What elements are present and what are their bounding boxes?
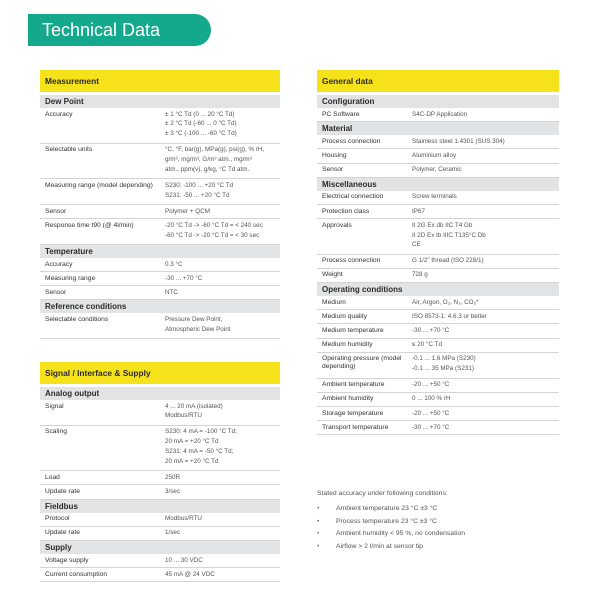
spec-label: Measuring range (model depending)	[45, 181, 153, 189]
spec-value	[165, 428, 280, 467]
spec-value-line: -20 °C Td -> -60 °C Td = < 240 sec	[165, 221, 263, 229]
subsection-heading: Temperature	[40, 245, 280, 258]
spec-value	[412, 271, 559, 279]
spec-value	[412, 395, 559, 403]
spec-row	[317, 269, 559, 283]
spec-value	[412, 208, 559, 216]
spec-value	[165, 571, 280, 579]
spec-group	[317, 283, 559, 435]
spec-row	[40, 313, 280, 339]
spec-value-line: S231: -50 ... +20 °C Td	[165, 191, 230, 199]
spec-value-line: 0.3 °C	[165, 260, 183, 268]
spec-row	[317, 191, 559, 205]
spec-value	[412, 410, 559, 418]
spec-value-line: -30 ... +70 °C	[412, 423, 450, 431]
spec-row	[317, 421, 559, 435]
spec-group	[317, 178, 559, 283]
spec-value	[412, 355, 559, 375]
spec-value-line: °C, °F, bar(g), MPa(g), psi(g), % rH,	[165, 146, 265, 154]
spec-value-line: Aluminium alloy	[412, 151, 457, 159]
spec-value	[412, 299, 559, 307]
spec-label: Operating pressure (model depending)	[322, 355, 402, 371]
spec-label: Selectable units	[45, 146, 93, 154]
spec-value	[165, 488, 280, 496]
spec-row	[317, 339, 559, 353]
spec-label: Approvals	[322, 221, 352, 229]
spec-value-line: Polymer, Ceramic	[412, 166, 462, 174]
spec-row	[40, 258, 280, 272]
spec-value-line: II 2D Ex tb IIIC T135°C Db	[412, 231, 486, 239]
spec-label: Ambient humidity	[322, 395, 374, 403]
spec-value-line: 250R	[165, 473, 181, 481]
spec-label: Measuring range	[45, 274, 96, 282]
spec-value-line: 3/sec	[165, 487, 181, 495]
spec-value-line: Polymer + QCM	[165, 207, 210, 215]
spec-value	[412, 381, 559, 389]
page-title: Technical Data	[28, 14, 211, 46]
spec-row	[317, 296, 559, 310]
spec-value	[165, 289, 280, 297]
spec-row	[40, 400, 280, 426]
spec-value	[412, 341, 559, 349]
spec-row	[40, 219, 280, 245]
spec-value	[412, 327, 559, 335]
spec-value-line: 20 mA = +20 °C Td	[165, 438, 219, 446]
note-item: • Ambient temperature 23 °C ±3 °C	[317, 503, 567, 516]
spec-value-line: 1/sec	[165, 529, 181, 537]
spec-group	[317, 95, 559, 122]
spec-label: Protocol	[45, 515, 70, 523]
spec-label: Voltage supply	[45, 556, 89, 564]
spec-value-line: Air, Argon, O₂, N₂, CO₂*	[412, 298, 479, 306]
spec-label: Signal	[45, 402, 64, 410]
spec-value-line: -20 ... +50 °C	[412, 409, 450, 417]
general-section	[317, 70, 559, 435]
spec-label: Accuracy	[45, 260, 73, 268]
spec-row	[40, 179, 280, 205]
spec-label: Medium quality	[322, 312, 367, 320]
spec-row	[317, 255, 559, 269]
spec-row	[317, 164, 559, 178]
spec-label: Medium humidity	[322, 341, 373, 349]
spec-group	[40, 300, 280, 339]
subsection-heading: Supply	[40, 541, 280, 554]
spec-label: Sensor	[322, 166, 344, 174]
spec-row	[40, 513, 280, 527]
spec-value-line: G 1/2" thread (ISO 228/1)	[412, 257, 484, 265]
spec-row	[40, 568, 280, 582]
spec-value	[165, 222, 280, 242]
spec-value-line: -30 ... +70 °C	[412, 327, 450, 335]
spec-value	[412, 313, 559, 321]
spec-label: Sensor	[45, 207, 67, 215]
spec-value	[165, 474, 280, 482]
spec-row	[317, 108, 559, 122]
spec-label: Sensor	[45, 288, 67, 296]
spec-value	[412, 222, 559, 251]
subsection-heading: Fieldbus	[40, 500, 280, 513]
spec-value-line: Pressure Dew Point,	[165, 316, 223, 324]
spec-value-line: S4C-DP Application	[412, 110, 468, 118]
spec-value-line: ≤ 20 °C Td	[412, 341, 443, 349]
spec-value-line: g/m³, mg/m³, G/m³ atm., mg/m³	[165, 155, 252, 163]
spec-group	[317, 122, 559, 178]
note-item: • Airflow > 2 l/min at sensor tip	[317, 541, 567, 554]
spec-row	[317, 324, 559, 338]
spec-value	[165, 261, 280, 269]
spec-group	[40, 387, 280, 500]
spec-value-line: -20 ... +50 °C	[412, 381, 450, 389]
spec-label: Medium	[322, 298, 346, 306]
spec-value-line: atm., ppm(v), g/kg, °C Td atm.	[165, 165, 250, 173]
spec-label: Selectable conditions	[45, 316, 109, 324]
spec-row	[317, 219, 559, 255]
spec-value-line: 10 ... 30 VDC	[165, 556, 203, 564]
section-header-general: General data	[317, 70, 559, 92]
spec-value	[165, 208, 280, 216]
spec-row	[40, 554, 280, 568]
notes-list	[317, 503, 567, 553]
spec-label: Protection class	[322, 207, 370, 215]
subsection-heading: Material	[317, 122, 559, 135]
spec-value-line: ± 1 °C Td (0 ... 20 °C Td)	[165, 110, 235, 118]
spec-value-line: S230: 4 mA = -100 °C Td;	[165, 428, 237, 436]
spec-value	[165, 515, 280, 523]
spec-label: Transport temperature	[322, 423, 389, 431]
spec-label: Electrical connection	[322, 193, 384, 201]
spec-row	[40, 144, 280, 180]
general-rows	[317, 95, 559, 435]
spec-value-line: -0.1 ... 35 MPa (S231)	[412, 365, 474, 373]
signal-rows	[40, 387, 280, 582]
spec-label: Ambient temperature	[322, 381, 385, 389]
spec-value	[165, 182, 280, 202]
spec-value	[412, 193, 559, 201]
spec-label: Load	[45, 473, 60, 481]
spec-value	[165, 316, 280, 336]
spec-value	[165, 111, 280, 140]
spec-value	[412, 257, 559, 265]
spec-value-line: IP67	[412, 207, 425, 215]
spec-value-line: Stainless steel 1.4301 (SUS 304)	[412, 137, 505, 145]
spec-value-line: CE	[412, 241, 421, 249]
spec-group	[40, 500, 280, 541]
subsection-heading: Operating conditions	[317, 283, 559, 296]
spec-row	[40, 108, 280, 144]
spec-value	[412, 152, 559, 160]
spec-label: Medium temperature	[322, 327, 384, 335]
spec-value-line: -60 °C Td -> -20 °C Td = < 30 sec	[165, 231, 260, 239]
spec-value-line: 20 mA = +20 °C Td	[165, 457, 219, 465]
spec-label: Current consumption	[45, 570, 108, 578]
spec-value-line: 4 ... 20 mA (isolated)	[165, 402, 223, 410]
spec-row	[317, 379, 559, 393]
spec-value	[165, 557, 280, 565]
spec-value-line: -0.1 ... 1.6 MPa (S230)	[412, 355, 476, 363]
spec-value-line: S231: 4 mA = -50 °C Td;	[165, 447, 234, 455]
spec-label: Response time t90 (@ 4l/min)	[45, 221, 134, 229]
spec-row	[317, 407, 559, 421]
section-header-signal: Signal / Interface & Supply	[40, 362, 280, 384]
spec-label: Update rate	[45, 529, 80, 537]
spec-value-line: -30 ... +70 °C	[165, 274, 203, 282]
spec-value-line: 728 g	[412, 271, 428, 279]
note-item: • Process temperature 23 °C ±3 °C	[317, 516, 567, 529]
subsection-heading: Analog output	[40, 387, 280, 400]
spec-row	[317, 310, 559, 324]
spec-row	[317, 205, 559, 219]
spec-value	[412, 424, 559, 432]
spec-group	[40, 541, 280, 582]
measurement-section	[40, 70, 280, 339]
spec-value	[165, 275, 280, 283]
signal-section	[40, 362, 280, 582]
spec-row	[40, 286, 280, 300]
spec-row	[317, 353, 559, 379]
spec-value-line: Atmospheric Dew Point	[165, 325, 231, 333]
spec-value-line: ± 2 °C Td (-60 ... 0 °C Td)	[165, 120, 237, 128]
spec-label: Scaling	[45, 428, 67, 436]
spec-row	[317, 393, 559, 407]
spec-value	[412, 138, 559, 146]
spec-value-line: Screw terminals	[412, 193, 457, 201]
spec-row	[40, 485, 280, 499]
spec-group	[40, 95, 280, 245]
spec-value-line: Modbus/RTU	[165, 412, 202, 420]
spec-label: Process connection	[322, 257, 381, 265]
spec-value	[165, 529, 280, 537]
spec-value-line: 45 mA @ 24 VDC	[165, 570, 215, 578]
spec-label: PC Software	[322, 110, 360, 118]
spec-label: Storage temperature	[322, 409, 384, 417]
spec-label: Update rate	[45, 487, 80, 495]
spec-row	[40, 205, 280, 219]
spec-value	[165, 403, 280, 423]
spec-value	[165, 146, 280, 175]
spec-value-line: ISO 8573-1: 4.6.3 or better	[412, 312, 487, 320]
spec-row	[40, 527, 280, 541]
spec-value-line: S230: -100 ... +20 °C Td	[165, 181, 234, 189]
spec-label: Housing	[322, 151, 347, 159]
subsection-heading: Configuration	[317, 95, 559, 108]
spec-group	[40, 245, 280, 301]
spec-label: Weight	[322, 271, 343, 279]
notes-intro: Stated accuracy under following conditions:	[317, 490, 448, 497]
spec-value-line: II 2G Ex db IIC T4 Gb	[412, 221, 473, 229]
section-header-measurement: Measurement	[40, 70, 280, 92]
spec-value	[412, 111, 559, 119]
subsection-heading: Miscellaneous	[317, 178, 559, 191]
spec-row	[317, 135, 559, 149]
accuracy-notes	[317, 490, 567, 553]
spec-value-line: Modbus/RTU	[165, 515, 202, 523]
measurement-rows	[40, 95, 280, 339]
note-item: • Ambient humidity < 95 %, no condensation	[317, 528, 567, 541]
spec-label: Accuracy	[45, 110, 73, 118]
spec-row	[317, 149, 559, 163]
spec-value-line: 0 ... 100 % rH	[412, 395, 451, 403]
subsection-heading: Dew Point	[40, 95, 280, 108]
spec-row	[40, 426, 280, 471]
spec-row	[40, 272, 280, 286]
spec-value-line: NTC	[165, 288, 178, 296]
spec-row	[40, 471, 280, 485]
spec-label: Process connection	[322, 137, 381, 145]
spec-value	[412, 166, 559, 174]
subsection-heading: Reference conditions	[40, 300, 280, 313]
spec-value-line: ± 3 °C (-100 ... -60 °C Td)	[165, 130, 237, 138]
